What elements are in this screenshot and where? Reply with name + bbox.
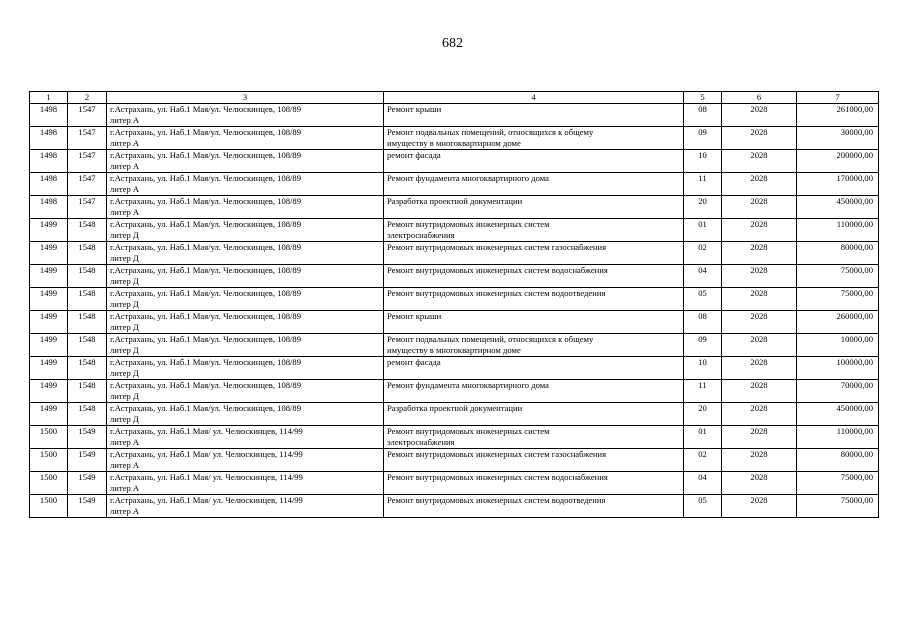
cost-cell: 100000,00 [797, 357, 879, 380]
table-row [30, 426, 879, 449]
address-line: г.Астрахань, ул. Наб.1 Мая/ ул. Челюскинцев, 114/99 [110, 426, 303, 436]
work-code-cell: 04 [684, 265, 722, 288]
building-letter: литер Д [110, 368, 139, 378]
record-number-cell: 1499 [30, 288, 68, 311]
house-number-cell: 1548 [68, 334, 107, 357]
address-cell [107, 265, 384, 288]
work-type-line: Ремонт фундамента многоквартирного дома [387, 380, 549, 390]
year-cell: 2028 [722, 104, 797, 127]
house-number-cell: 1548 [68, 288, 107, 311]
year-cell: 2028 [722, 472, 797, 495]
house-number-cell: 1547 [68, 150, 107, 173]
year-cell: 2028 [722, 311, 797, 334]
work-type-line: Ремонт крыши [387, 104, 442, 114]
building-letter: литер А [110, 483, 140, 493]
table-row [30, 334, 879, 357]
column-header-5: 5 [684, 92, 722, 104]
building-letter: литер А [110, 161, 140, 171]
work-code-cell: 09 [684, 127, 722, 150]
work-type-cell [384, 495, 684, 518]
work-type-cell [384, 403, 684, 426]
work-type-line: Разработка проектной документации [387, 196, 523, 206]
column-header-1: 1 [30, 92, 68, 104]
work-type-line: имуществу в многоквартирном доме [387, 138, 521, 148]
work-type-cell [384, 173, 684, 196]
column-header-3: 3 [107, 92, 384, 104]
year-cell: 2028 [722, 219, 797, 242]
address-line: г.Астрахань, ул. Наб.1 Мая/ул. Челюскинцев, 108/89 [110, 265, 302, 275]
house-number-cell: 1548 [68, 242, 107, 265]
work-type-line: ремонт фасада [387, 357, 441, 367]
address-cell [107, 403, 384, 426]
address-cell [107, 472, 384, 495]
page-number: 682 [442, 36, 463, 51]
work-type-line: Ремонт внутридомовых инженерных систем водоснабжения [387, 265, 608, 275]
address-line: г.Астрахань, ул. Наб.1 Мая/ ул. Челюскинцев, 114/99 [110, 495, 303, 505]
work-code-cell: 02 [684, 242, 722, 265]
building-letter: литер А [110, 115, 140, 125]
cost-cell: 75000,00 [797, 288, 879, 311]
year-cell: 2028 [722, 426, 797, 449]
building-letter: литер Д [110, 276, 139, 286]
address-line: г.Астрахань, ул. Наб.1 Мая/ул. Челюскинцев, 108/89 [110, 150, 302, 160]
table-row [30, 403, 879, 426]
cost-cell: 75000,00 [797, 495, 879, 518]
table-row [30, 472, 879, 495]
work-type-line: электроснабжения [387, 437, 455, 447]
work-code-cell: 05 [684, 288, 722, 311]
address-cell [107, 380, 384, 403]
address-line: г.Астрахань, ул. Наб.1 Мая/ул. Челюскинцев, 108/89 [110, 288, 302, 298]
table-row [30, 357, 879, 380]
cost-cell: 110000,00 [797, 219, 879, 242]
record-number-cell: 1498 [30, 173, 68, 196]
table-row [30, 311, 879, 334]
cost-cell: 80000,00 [797, 242, 879, 265]
work-code-cell: 08 [684, 311, 722, 334]
work-type-cell [384, 311, 684, 334]
address-cell [107, 173, 384, 196]
cost-cell: 80000,00 [797, 449, 879, 472]
address-cell [107, 219, 384, 242]
work-type-cell [384, 219, 684, 242]
work-type-cell [384, 127, 684, 150]
cost-cell: 70000,00 [797, 380, 879, 403]
cost-cell: 75000,00 [797, 265, 879, 288]
work-type-cell [384, 150, 684, 173]
record-number-cell: 1500 [30, 426, 68, 449]
work-type-cell [384, 288, 684, 311]
building-letter: литер Д [110, 230, 139, 240]
year-cell: 2028 [722, 449, 797, 472]
address-line: г.Астрахань, ул. Наб.1 Мая/ул. Челюскинцев, 108/89 [110, 357, 302, 367]
building-letter: литер Д [110, 299, 139, 309]
year-cell: 2028 [722, 334, 797, 357]
column-header-4: 4 [384, 92, 684, 104]
work-type-line: Ремонт подвальных помещений, относящихся к общему [387, 127, 594, 137]
cost-cell: 75000,00 [797, 472, 879, 495]
house-number-cell: 1549 [68, 495, 107, 518]
work-type-line: Ремонт внутридомовых инженерных систем водоотведения [387, 288, 606, 298]
work-type-cell [384, 334, 684, 357]
house-number-cell: 1548 [68, 311, 107, 334]
house-number-cell: 1549 [68, 426, 107, 449]
record-number-cell: 1499 [30, 311, 68, 334]
address-cell [107, 426, 384, 449]
record-number-cell: 1499 [30, 334, 68, 357]
building-letter: литер Д [110, 414, 139, 424]
year-cell: 2028 [722, 357, 797, 380]
record-number-cell: 1500 [30, 449, 68, 472]
column-header-2: 2 [68, 92, 107, 104]
building-letter: литер А [110, 460, 140, 470]
address-line: г.Астрахань, ул. Наб.1 Мая/ул. Челюскинцев, 108/89 [110, 311, 302, 321]
table-row [30, 265, 879, 288]
record-number-cell: 1498 [30, 196, 68, 219]
record-number-cell: 1499 [30, 242, 68, 265]
work-type-line: электроснабжения [387, 230, 455, 240]
table-row [30, 380, 879, 403]
address-cell [107, 357, 384, 380]
house-number-cell: 1547 [68, 127, 107, 150]
year-cell: 2028 [722, 380, 797, 403]
work-type-line: Ремонт подвальных помещений, относящихся к общему [387, 334, 594, 344]
building-letter: литер А [110, 437, 140, 447]
work-code-cell: 01 [684, 426, 722, 449]
cost-cell: 30000,00 [797, 127, 879, 150]
building-letter: литер А [110, 184, 140, 194]
building-letter: литер Д [110, 345, 139, 355]
cost-cell: 200000,00 [797, 150, 879, 173]
work-code-cell: 05 [684, 495, 722, 518]
work-type-line: Ремонт фундамента многоквартирного дома [387, 173, 549, 183]
address-cell [107, 288, 384, 311]
record-number-cell: 1498 [30, 150, 68, 173]
record-number-cell: 1498 [30, 104, 68, 127]
cost-cell: 260000,00 [797, 311, 879, 334]
address-line: г.Астрахань, ул. Наб.1 Мая/ул. Челюскинцев, 108/89 [110, 242, 302, 252]
cost-cell: 261000,00 [797, 104, 879, 127]
work-type-cell [384, 104, 684, 127]
table-row [30, 104, 879, 127]
column-header-6: 6 [722, 92, 797, 104]
work-type-line: Ремонт крыши [387, 311, 442, 321]
table-body [30, 104, 879, 518]
table-row [30, 288, 879, 311]
work-code-cell: 09 [684, 334, 722, 357]
work-type-cell [384, 426, 684, 449]
house-number-cell: 1548 [68, 403, 107, 426]
address-line: г.Астрахань, ул. Наб.1 Мая/ул. Челюскинцев, 108/89 [110, 104, 302, 114]
house-number-cell: 1548 [68, 380, 107, 403]
address-cell [107, 104, 384, 127]
address-cell [107, 311, 384, 334]
building-letter: литер Д [110, 253, 139, 263]
work-code-cell: 04 [684, 472, 722, 495]
work-code-cell: 08 [684, 104, 722, 127]
column-header-7: 7 [797, 92, 879, 104]
year-cell: 2028 [722, 265, 797, 288]
year-cell: 2028 [722, 150, 797, 173]
repair-schedule-table [29, 91, 879, 518]
work-code-cell: 20 [684, 403, 722, 426]
cost-cell: 450000,00 [797, 403, 879, 426]
house-number-cell: 1547 [68, 104, 107, 127]
house-number-cell: 1548 [68, 219, 107, 242]
work-type-line: Ремонт внутридомовых инженерных систем [387, 426, 550, 436]
work-code-cell: 02 [684, 449, 722, 472]
work-type-line: Ремонт внутридомовых инженерных систем водоснабжения [387, 472, 608, 482]
cost-cell: 110000,00 [797, 426, 879, 449]
address-line: г.Астрахань, ул. Наб.1 Мая/ул. Челюскинцев, 108/89 [110, 334, 302, 344]
house-number-cell: 1548 [68, 357, 107, 380]
house-number-cell: 1548 [68, 265, 107, 288]
work-type-cell [384, 196, 684, 219]
year-cell: 2028 [722, 288, 797, 311]
address-line: г.Астрахань, ул. Наб.1 Мая/ул. Челюскинцев, 108/89 [110, 403, 302, 413]
year-cell: 2028 [722, 196, 797, 219]
address-line: г.Астрахань, ул. Наб.1 Мая/ул. Челюскинцев, 108/89 [110, 380, 302, 390]
address-cell [107, 449, 384, 472]
address-line: г.Астрахань, ул. Наб.1 Мая/ул. Челюскинцев, 108/89 [110, 127, 302, 137]
table-row [30, 242, 879, 265]
work-code-cell: 20 [684, 196, 722, 219]
year-cell: 2028 [722, 173, 797, 196]
work-type-cell [384, 265, 684, 288]
work-code-cell: 10 [684, 150, 722, 173]
building-letter: литер Д [110, 322, 139, 332]
work-type-line: Ремонт внутридомовых инженерных систем газоснабжения [387, 449, 607, 459]
building-letter: литер А [110, 138, 140, 148]
work-type-cell [384, 242, 684, 265]
address-cell [107, 495, 384, 518]
record-number-cell: 1498 [30, 127, 68, 150]
address-line: г.Астрахань, ул. Наб.1 Мая/ул. Челюскинцев, 108/89 [110, 173, 302, 183]
table-row [30, 196, 879, 219]
header-row [30, 92, 879, 104]
house-number-cell: 1549 [68, 472, 107, 495]
table-row [30, 219, 879, 242]
address-line: г.Астрахань, ул. Наб.1 Мая/ул. Челюскинцев, 108/89 [110, 196, 302, 206]
work-code-cell: 10 [684, 357, 722, 380]
work-type-cell [384, 380, 684, 403]
work-code-cell: 11 [684, 380, 722, 403]
work-type-line: Ремонт внутридомовых инженерных систем водоотведения [387, 495, 606, 505]
table-row [30, 449, 879, 472]
record-number-cell: 1500 [30, 495, 68, 518]
year-cell: 2028 [722, 403, 797, 426]
work-type-line: Разработка проектной документации [387, 403, 523, 413]
year-cell: 2028 [722, 495, 797, 518]
building-letter: литер Д [110, 391, 139, 401]
cost-cell: 10000,00 [797, 334, 879, 357]
cost-cell: 170000,00 [797, 173, 879, 196]
address-line: г.Астрахань, ул. Наб.1 Мая/ ул. Челюскинцев, 114/99 [110, 472, 303, 482]
work-type-line: ремонт фасада [387, 150, 441, 160]
cost-cell: 450000,00 [797, 196, 879, 219]
table-row [30, 127, 879, 150]
work-type-cell [384, 472, 684, 495]
record-number-cell: 1499 [30, 380, 68, 403]
year-cell: 2028 [722, 242, 797, 265]
work-type-line: Ремонт внутридомовых инженерных систем [387, 219, 550, 229]
address-cell [107, 127, 384, 150]
record-number-cell: 1499 [30, 357, 68, 380]
work-type-line: имуществу в многоквартирном доме [387, 345, 521, 355]
work-type-cell [384, 449, 684, 472]
address-cell [107, 242, 384, 265]
record-number-cell: 1500 [30, 472, 68, 495]
record-number-cell: 1499 [30, 403, 68, 426]
work-code-cell: 01 [684, 219, 722, 242]
table-row [30, 150, 879, 173]
address-cell [107, 334, 384, 357]
work-type-line: Ремонт внутридомовых инженерных систем газоснабжения [387, 242, 607, 252]
work-type-cell [384, 357, 684, 380]
house-number-cell: 1547 [68, 196, 107, 219]
year-cell: 2028 [722, 127, 797, 150]
address-line: г.Астрахань, ул. Наб.1 Мая/ ул. Челюскинцев, 114/99 [110, 449, 303, 459]
house-number-cell: 1549 [68, 449, 107, 472]
building-letter: литер А [110, 506, 140, 516]
work-code-cell: 11 [684, 173, 722, 196]
house-number-cell: 1547 [68, 173, 107, 196]
address-cell [107, 196, 384, 219]
building-letter: литер А [110, 207, 140, 217]
record-number-cell: 1499 [30, 265, 68, 288]
record-number-cell: 1499 [30, 219, 68, 242]
address-line: г.Астрахань, ул. Наб.1 Мая/ул. Челюскинцев, 108/89 [110, 219, 302, 229]
table-row [30, 495, 879, 518]
table-row [30, 173, 879, 196]
address-cell [107, 150, 384, 173]
